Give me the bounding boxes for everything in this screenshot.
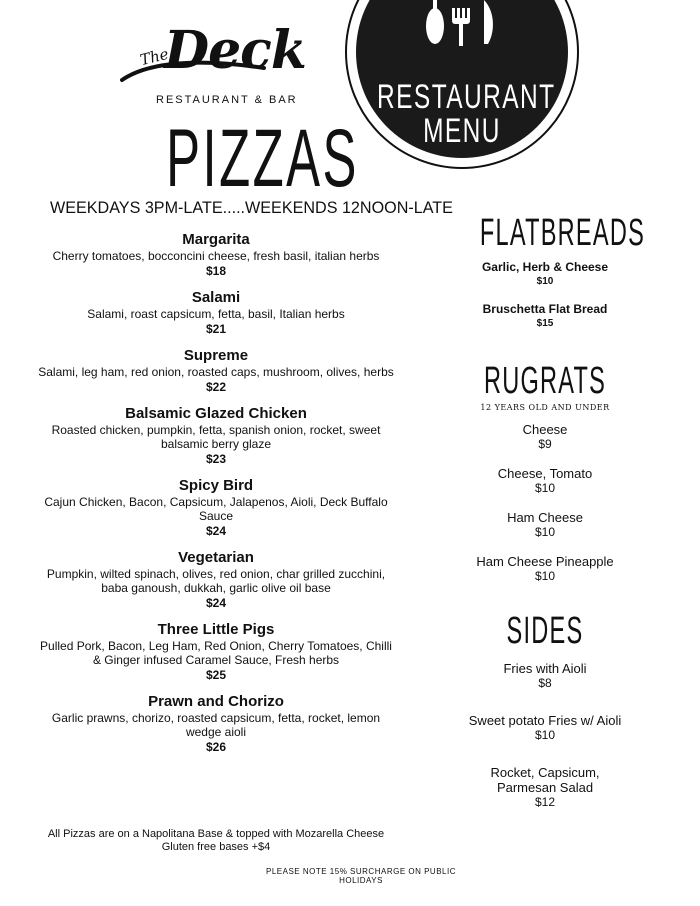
item-price: $10 bbox=[536, 276, 554, 287]
item-price: $25 bbox=[205, 668, 227, 682]
menu-item bbox=[440, 422, 650, 452]
note-line-2: Gluten free bases +$4 bbox=[161, 841, 271, 853]
menu-item bbox=[30, 620, 402, 684]
item-name: Balsamic Glazed Chicken bbox=[125, 405, 307, 422]
restaurant-menu-badge bbox=[344, 0, 580, 172]
menu-item bbox=[440, 301, 650, 331]
item-description: Pumpkin, wilted spinach, olives, red onion, char grilled zucchini, baba ganoush, dukkah, garlic olive oil base bbox=[46, 567, 386, 595]
menu-item bbox=[440, 466, 650, 496]
item-description: Cajun Chicken, Bacon, Capsicum, Jalapenos, Aioli, Deck Buffalo Sauce bbox=[44, 495, 388, 523]
menu-item bbox=[440, 661, 650, 691]
flatbreads-section bbox=[440, 212, 650, 331]
item-name: Bruschetta Flat Bread bbox=[482, 302, 608, 316]
item-description: Salami, leg ham, red onion, roasted caps, mushroom, olives, herbs bbox=[38, 365, 394, 379]
menu-item bbox=[30, 476, 402, 540]
restaurant-logo bbox=[118, 18, 306, 108]
sides-section bbox=[440, 610, 650, 810]
logo-subtitle: RESTAURANT & BAR bbox=[156, 94, 298, 106]
badge-line-1: RESTAURANT bbox=[377, 78, 556, 116]
item-price: $21 bbox=[205, 322, 227, 336]
item-name: Ham Cheese Pineapple bbox=[476, 554, 614, 569]
item-price: $18 bbox=[205, 264, 227, 278]
menu-item bbox=[30, 346, 402, 396]
item-description: Cherry tomatoes, bocconcini cheese, fresh basil, italian herbs bbox=[52, 249, 380, 263]
menu-item bbox=[30, 548, 402, 612]
item-name: Rocket, Capsicum, Parmesan Salad bbox=[490, 765, 600, 795]
item-name: Sweet potato Fries w/ Aioli bbox=[468, 713, 622, 728]
flatbreads-title: FLATBREADS bbox=[479, 212, 646, 254]
pizza-base-note bbox=[30, 828, 402, 854]
item-name: Salami bbox=[191, 289, 241, 306]
item-name: Ham Cheese bbox=[507, 510, 583, 525]
item-name: Supreme bbox=[183, 347, 249, 364]
item-name: Vegetarian bbox=[178, 549, 254, 566]
item-name: Cheese bbox=[522, 422, 568, 437]
menu-item bbox=[440, 554, 650, 584]
item-name: Cheese, Tomato bbox=[497, 466, 593, 481]
item-price: $10 bbox=[534, 728, 556, 742]
badge-line-2: MENU bbox=[423, 112, 501, 150]
opening-hours: WEEKDAYS 3PM-LATE.....WEEKENDS 12NOON-LATE bbox=[50, 198, 453, 217]
item-price: $10 bbox=[534, 481, 556, 495]
menu-item bbox=[30, 404, 402, 468]
menu-item bbox=[30, 230, 402, 280]
menu-item bbox=[440, 510, 650, 540]
holiday-surcharge-note: PLEASE NOTE 15% SURCHARGE ON PUBLIC HOLIDAYS bbox=[266, 867, 456, 885]
item-name: Three Little Pigs bbox=[157, 621, 275, 638]
logo-the: The bbox=[138, 44, 171, 70]
item-price: $23 bbox=[205, 452, 227, 466]
item-price: $10 bbox=[534, 569, 556, 583]
item-price: $15 bbox=[536, 318, 554, 329]
pizzas-title: PIZZAS bbox=[166, 113, 359, 204]
rugrats-age-note: 12 YEARS OLD AND UNDER bbox=[480, 403, 610, 412]
rugrats-section bbox=[440, 360, 650, 584]
item-description: Salami, roast capsicum, fetta, basil, Italian herbs bbox=[87, 307, 345, 321]
logo-deck: Deck bbox=[164, 20, 306, 81]
item-name: Spicy Bird bbox=[178, 477, 254, 494]
item-price: $12 bbox=[534, 795, 556, 809]
pizza-list bbox=[30, 230, 402, 764]
note-line-1: All Pizzas are on a Napolitana Base & topped with Mozarella Cheese bbox=[47, 828, 385, 840]
sides-title: SIDES bbox=[506, 610, 584, 652]
rugrats-title: RUGRATS bbox=[483, 360, 607, 402]
menu-item bbox=[440, 259, 650, 289]
item-name: Prawn and Chorizo bbox=[148, 693, 284, 710]
item-price: $10 bbox=[534, 525, 556, 539]
item-price: $24 bbox=[205, 524, 227, 538]
item-name: Margarita bbox=[182, 231, 250, 248]
item-price: $24 bbox=[205, 596, 227, 610]
menu-item bbox=[30, 692, 402, 756]
item-description: Garlic prawns, chorizo, roasted capsicum, fetta, rocket, lemon wedge aioli bbox=[51, 711, 381, 739]
item-price: $26 bbox=[205, 740, 227, 754]
item-price: $22 bbox=[205, 380, 227, 394]
item-price: $9 bbox=[538, 437, 552, 451]
menu-item bbox=[440, 765, 650, 810]
item-description: Roasted chicken, pumpkin, fetta, spanish onion, rocket, sweet balsamic berry glaze bbox=[51, 423, 381, 451]
item-price: $8 bbox=[538, 676, 552, 690]
item-description: Pulled Pork, Bacon, Leg Ham, Red Onion, Cherry Tomatoes, Chilli & Ginger infused Caramel Sauce, Fresh herbs bbox=[40, 639, 392, 667]
item-name: Fries with Aioli bbox=[503, 661, 587, 676]
menu-item bbox=[440, 713, 650, 743]
item-name: Garlic, Herb & Cheese bbox=[481, 260, 609, 274]
menu-item bbox=[30, 288, 402, 338]
